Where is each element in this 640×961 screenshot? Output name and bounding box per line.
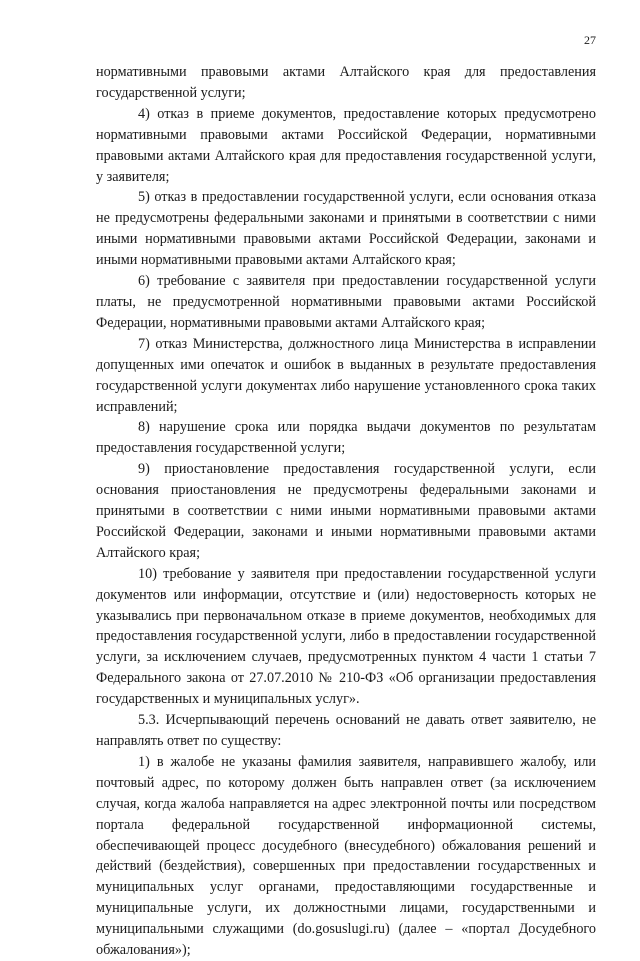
paragraph-item-5: 5) отказ в предоставлении государственной услуги, если основания отказа не предусмотрены федеральными законами и принятыми в соответствии с ними иными нормативными правовыми актами Российской Федерации, законами и иными нормативными правовыми актами Алтайского края; [96, 189, 596, 269]
paragraph-item-7: 7) отказ Министерства, должностного лица Министерства в исправлении допущенных ими опечаток и ошибок в выданных в результате предоставления государственной услуги документах либо нарушение установленного срока таких исправлений; [96, 335, 596, 415]
paragraph-item-8: 8) нарушение срока или порядка выдачи документов по результатам предоставления государственной услуги; [96, 419, 596, 457]
section-heading-5-3: 5.3. Исчерпывающий перечень оснований не давать ответ заявителю, не направлять ответ по существу: [96, 712, 596, 749]
paragraph-continuation: нормативными правовыми актами Алтайского края для предоставления государственной услуги; [96, 64, 596, 101]
paragraph-item-6: 6) требование с заявителя при предоставлении государственной услуги платы, не предусмотренной нормативными правовыми актами Российской Федерации, нормативными правовыми актами Алтайского края; [96, 273, 596, 331]
paragraph-item-9: 9) приостановление предоставления государственной услуги, если основания приостановления не предусмотрены федеральными законами и принятыми в соответствии с ними иными нормативными правовыми актами Российской Федерации, законами и иными нормативными правовыми актами Алтайского края; [96, 461, 596, 561]
document-body [96, 62, 596, 961]
paragraph-5-3-item-1: 1) в жалобе не указаны фамилия заявителя, направившего жалобу, или почтовый адрес, по которому должен быть направлен ответ (за исключением случая, когда жалоба направляется на адрес электронной почты или посредством портала федеральной государственной информационной системы, обеспечивающей процесс досудебного (внесудебного) обжалования решений и действий (бездействия), совершенных при предоставлении государственных и муниципальных услуг органами, предоставляющими государственные и муниципальные услуги, их должностными лицами, государственными и муниципальными служащими (do.gosuslugi.ru) (далее – «портал Досудебного обжалования»); [96, 753, 596, 959]
paragraph-item-4: 4) отказ в приеме документов, предоставление которых предусмотрено нормативными правовыми актами Российской Федерации, нормативными правовыми актами Алтайского края для предоставления государственной услуги, у заявителя; [96, 105, 596, 185]
paragraph-item-10: 10) требование у заявителя при предоставлении государственной услуги документов или информации, отсутствие и (или) недостоверность которых не указывались при первоначальном отказе в приеме документов, необходимых для предоставления государственной услуги, либо в предоставлении государственной услуги, за исключением случаев, предусмотренных пунктом 4 части 1 статьи 7 Федерального закона от 27.07.2010 № 210-ФЗ «Об организации предоставления государственных и муниципальных услуг». [96, 565, 596, 708]
page-number: 27 [584, 33, 596, 47]
